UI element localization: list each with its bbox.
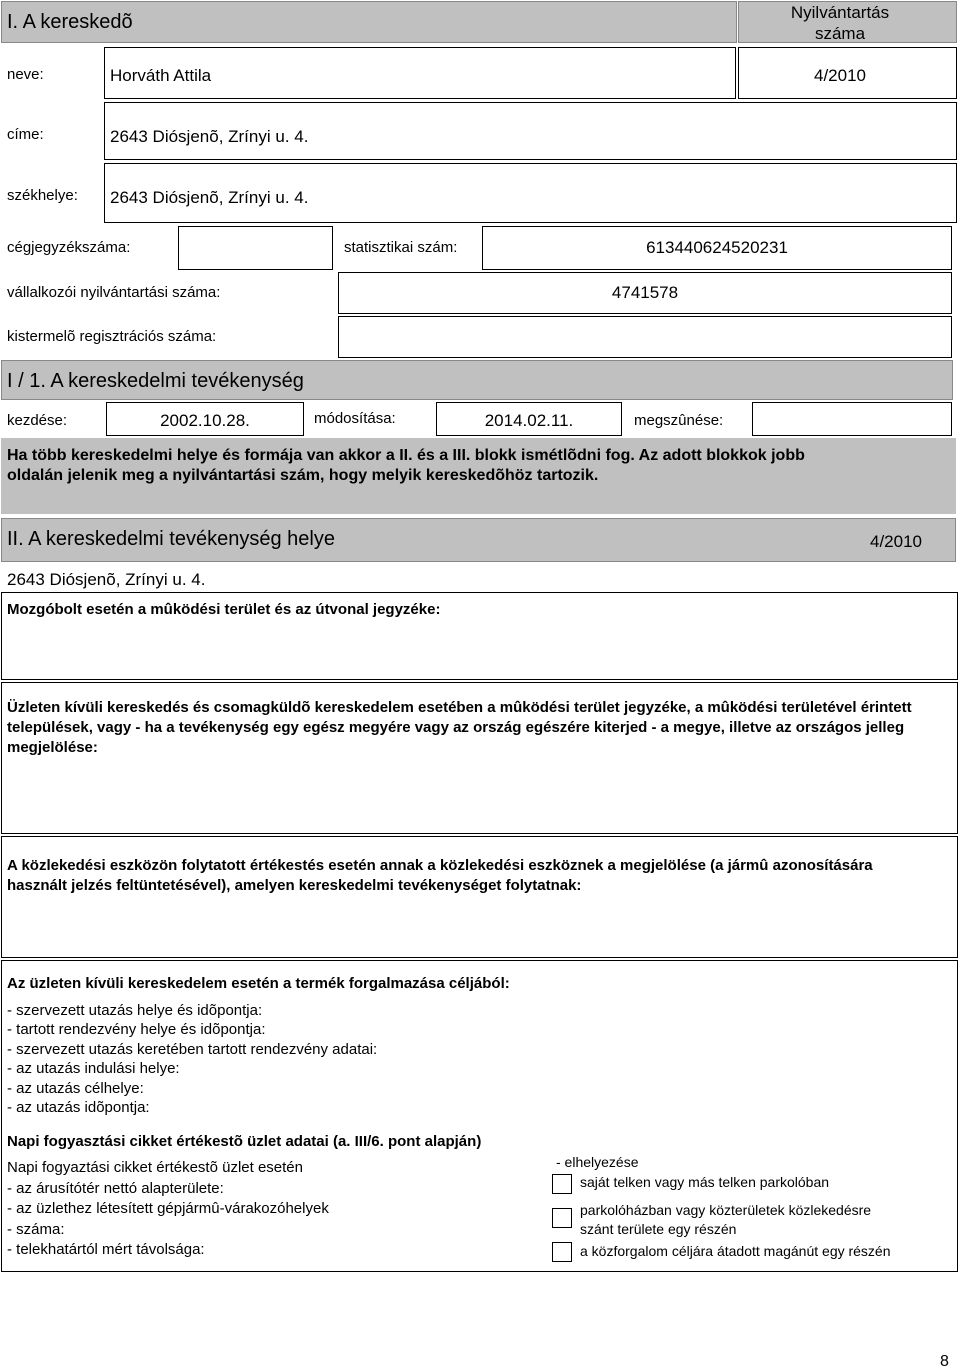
mobile-shop-label: Mozgóbolt esetén a mûködési terület és az útvonal jegyzéke: — [7, 601, 441, 618]
address-label: címe: — [7, 126, 44, 143]
shop-item: - száma: — [7, 1220, 65, 1238]
start-value: 2002.10.28. — [160, 411, 250, 430]
trade-purpose-heading: Az üzleten kívüli kereskedelem esetén a termék forgalmazása céljából: — [7, 975, 510, 992]
outside-trade-label: Üzleten kívüli kereskedés és csomagküldõ kereskedelem esetében a mûködési terület jegyzéke, a mûködési területével érintett települések, vagy - ha a tevékenység egy egész megyére vagy az ország egészére kiterjed - a megye, illetve az országos jelleg megjelölése: — [7, 699, 912, 756]
page-number: 8 — [940, 1353, 949, 1370]
shop-list — [7, 1158, 329, 1261]
reg-number-value: 4/2010 — [814, 66, 866, 85]
name-value: Horváth Attila — [110, 66, 212, 85]
end-label: megszûnése: — [634, 412, 724, 429]
vehicle-label: A közlekedési eszközön folytatott értékestés esetén annak a közlekedési eszköznek a megjelölése (a jármû azonosítására használt jelzés feltüntetésével), amelyen kereskedelmi tevékenységet folytatnak: — [7, 857, 873, 894]
private-road-checkbox[interactable] — [552, 1242, 572, 1262]
seat-label: székhelye: — [7, 187, 78, 204]
shop-item: - az üzlethez létesített gépjármû-várakozóhelyek — [7, 1200, 329, 1217]
own-lot-checkbox[interactable] — [552, 1174, 572, 1194]
trade-purpose-item: - az utazás célhelye: — [7, 1079, 144, 1097]
trade-purpose-item: - az utazás idõpontja: — [7, 1099, 150, 1117]
private-road-label: a közforgalom céljára átadott magánút egy részén — [580, 1243, 891, 1259]
trade-purpose-list — [7, 1001, 377, 1117]
reg-number-label-2: száma — [814, 24, 866, 43]
end-field — [752, 402, 952, 436]
address-value: 2643 Diósjenõ, Zrínyi u. 4. — [110, 127, 309, 146]
stat-label: statisztikai szám: — [344, 239, 458, 256]
smallholder-field — [338, 316, 952, 358]
trade-purpose-item: - szervezett utazás helye és idõpontja: — [7, 1002, 263, 1019]
section1-1-title: I / 1. A kereskedelmi tevékenység — [7, 370, 304, 392]
parking-garage-checkbox[interactable] — [552, 1208, 572, 1228]
modification-label: módosítása: — [314, 410, 396, 427]
section1-title: I. A kereskedõ — [7, 11, 133, 33]
shop-item: - az árusítótér nettó alapterülete: — [7, 1179, 224, 1197]
company-reg-field — [178, 226, 333, 270]
note-text: Ha több kereskedelmi helye és formája van akkor a II. és a III. blokk ismétlõdni fog. Az adott blokkok jobb oldalán jelenik meg a nyilvántartási szám, hogy melyik kereskedõhöz tartozik. — [7, 447, 805, 484]
parking-garage-label-1: parkolóházban vagy közterületek közlekedésre — [580, 1202, 872, 1218]
shop-item: Napi fogyaztási cikket értékestõ üzlet esetén — [7, 1159, 303, 1176]
smallholder-label: kistermelõ regisztrációs száma: — [7, 328, 217, 345]
section2-address: 2643 Diósjenõ, Zrínyi u. 4. — [7, 570, 206, 589]
start-label: kezdése: — [7, 412, 68, 429]
shop-item: - telekhatártól mért távolsága: — [7, 1241, 205, 1258]
entrepreneur-value: 4741578 — [611, 283, 679, 302]
trade-purpose-item: - tartott rendezvény helye és idõpontja: — [7, 1021, 266, 1039]
own-lot-label: saját telken vagy más telken parkolóban — [580, 1174, 830, 1190]
vehicle-box — [1, 836, 958, 958]
shop-heading: Napi fogyasztási cikket értékestõ üzlet adatai (a. III/6. pont alapján) — [7, 1133, 482, 1150]
seat-value: 2643 Diósjenõ, Zrínyi u. 4. — [110, 188, 309, 207]
section2-reg-number: 4/2010 — [870, 532, 922, 551]
trade-purpose-item: - szervezett utazás keretében tartott rendezvény adatai: — [7, 1040, 378, 1058]
parking-garage-label-2: szánt területe egy részén — [580, 1221, 737, 1237]
name-label: neve: — [7, 66, 44, 83]
stat-value: 613440624520231 — [646, 238, 788, 257]
modification-value: 2014.02.11. — [484, 411, 574, 430]
reg-number-label-1: Nyilvántartás — [790, 3, 890, 22]
section2-title: II. A kereskedelmi tevékenység helye — [7, 528, 335, 550]
placement-label: - elhelyezése — [556, 1154, 639, 1170]
company-reg-label: cégjegyzékszáma: — [7, 239, 131, 256]
entrepreneur-label: vállalkozói nyilvántartási száma: — [7, 284, 221, 301]
trade-purpose-item: - az utazás indulási helye: — [7, 1060, 180, 1078]
